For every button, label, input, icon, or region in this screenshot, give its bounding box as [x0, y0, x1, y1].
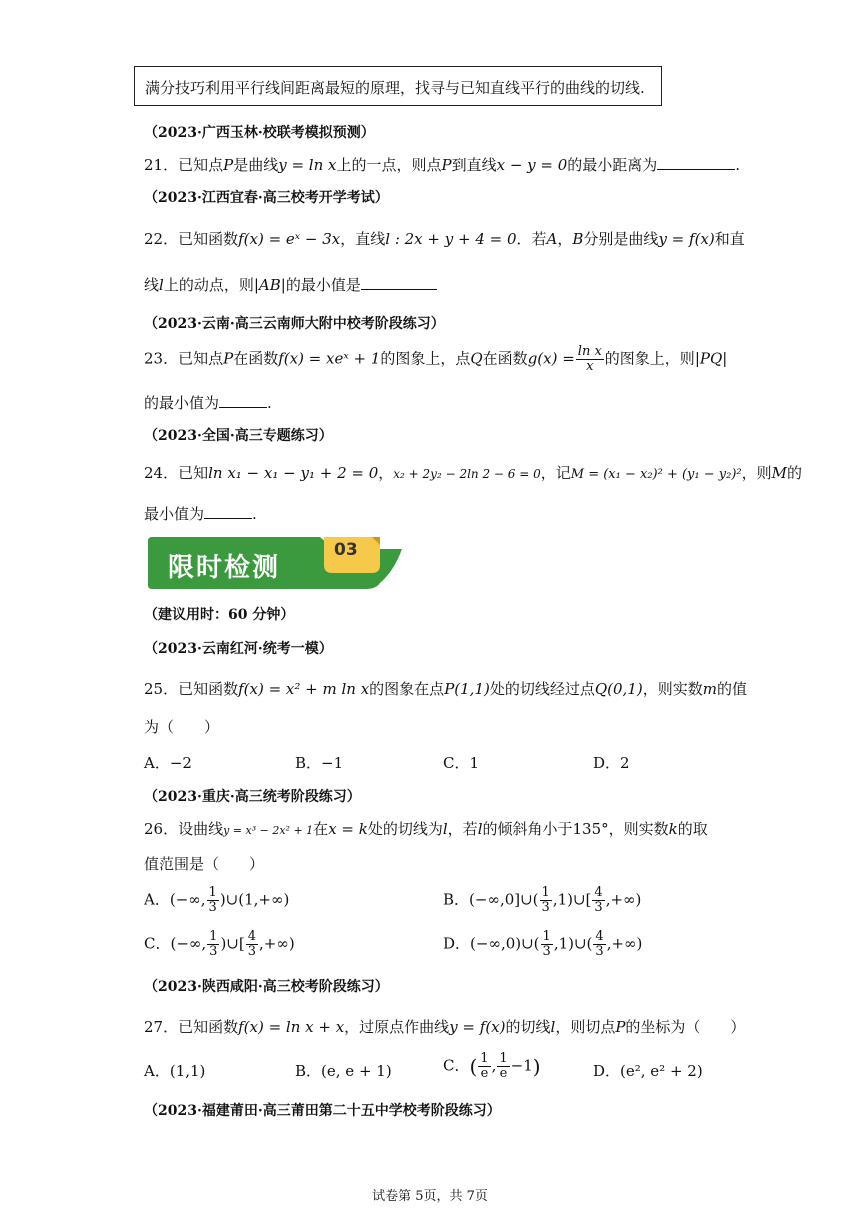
q25-option-c[interactable]: C．1	[443, 754, 480, 772]
q27-option-d[interactable]: D．(e², e² + 2)	[593, 1062, 703, 1080]
q26-option-d[interactable]: D．(−∞,0)∪( $\frac{1}{3}$ ,1)∪( $\frac{4}{3}$ ,+∞)	[443, 929, 643, 959]
q23-stem-line1: 23．已知点P在函数f(x) = xeˣ + 1的图象上，点Q在函数g(x) = $\frac{\text{ln x}}{x}$ 的图象上，则|PQ|	[144, 344, 728, 374]
q25-option-b[interactable]: B．−1	[295, 754, 344, 772]
q28-source: （2023·福建莆田·高三莆田第二十五中学校考阶段练习）	[144, 1103, 501, 1119]
q22-source: （2023·江西宜春·高三校考开学考试）	[144, 190, 389, 206]
q23-source: （2023·云南·高三云南师大附中校考阶段练习）	[144, 316, 445, 332]
q25-option-d[interactable]: D．2	[593, 754, 630, 772]
q27-option-b[interactable]: B．(e, e + 1)	[295, 1062, 392, 1080]
q25-stem-line1: 25．已知函数f(x) = x² + m ln x的图象在点P(1,1)处的切线经过点Q(0,1)，则实数m的值	[144, 680, 747, 698]
page-footer: 试卷第 5页，共 7页	[372, 1189, 488, 1204]
answer-blank	[219, 393, 267, 408]
section-banner	[144, 535, 406, 591]
answer-blank	[361, 275, 437, 290]
answer-blank	[204, 504, 252, 519]
section-number: 03	[334, 540, 358, 560]
q25-option-a[interactable]: A．−2	[144, 754, 192, 772]
q26-option-c[interactable]: C．(−∞, $\frac{1}{3}$ )∪[ $\frac{4}{3}$ ,+∞)	[144, 929, 295, 959]
q22-stem-line2: 线l上的动点，则|AB|的最小值是	[144, 274, 437, 295]
q26-stem-line2: 值范围是（ ）	[144, 855, 265, 873]
tip-text: 满分技巧利用平行线间距离最短的原理，找寻与已知直线平行的曲线的切线.	[145, 79, 645, 97]
q24-stem-line2: 最小值为 .	[144, 505, 257, 523]
q27-option-c[interactable]: C．( $\frac{1}{e}$ , $\frac{1}{e}$ −1)	[443, 1051, 541, 1081]
q26-option-a[interactable]: A．(−∞, $\frac{1}{3}$ )∪(1,+∞)	[144, 885, 290, 915]
q27-source: （2023·陕西咸阳·高三校考阶段练习）	[144, 979, 389, 995]
q27-option-a[interactable]: A．(1,1)	[144, 1062, 206, 1080]
q24-stem-line1: 24．已知ln x₁ − x₁ − y₁ + 2 = 0，x₂ + 2y₂ − 2ln 2 − 6 = 0，记M = (x₁ − x₂)² + (y₁ − y₂)²，则M的	[144, 464, 803, 482]
q26-source: （2023·重庆·高三统考阶段练习）	[144, 789, 361, 805]
q21-stem: 21．已知点P是曲线y = ln x上的一点，则点P到直线x − y = 0的最小距离为 .	[144, 156, 741, 174]
q22-stem-line1: 22．已知函数f(x) = eˣ − 3x，直线l : 2x + y + 4 = 0．若A，B分别是曲线y = f(x)和直	[144, 230, 745, 248]
answer-blank	[657, 155, 735, 170]
tip-box	[134, 66, 662, 106]
q21-source: （2023·广西玉林·校联考模拟预测）	[144, 125, 375, 141]
q27-stem: 27．已知函数f(x) = ln x + x，过原点作曲线y = f(x)的切线l，则切点P的坐标为（ ）	[144, 1018, 746, 1036]
q26-stem-line1: 26．设曲线y = x³ − 2x² + 1在x = k处的切线为l，若l的倾斜角小于135°，则实数k的取	[144, 820, 708, 838]
fraction: $\frac{\text{ln x}}{x}$	[577, 344, 602, 374]
section-title: 限时检测	[168, 553, 281, 583]
q23-stem-line2: 的最小值为 .	[144, 394, 272, 412]
q26-option-b[interactable]: B．(−∞,0]∪( $\frac{1}{3}$ ,1)∪[ $\frac{4}{3}$ ,+∞)	[443, 885, 642, 915]
q24-source: （2023·全国·高三专题练习）	[144, 428, 333, 444]
q25-source: （2023·云南红河·统考一模）	[144, 641, 333, 657]
q25-stem-line2: 为（ ）	[144, 718, 220, 736]
suggested-time: （建议用时：60 分钟）	[144, 607, 295, 623]
